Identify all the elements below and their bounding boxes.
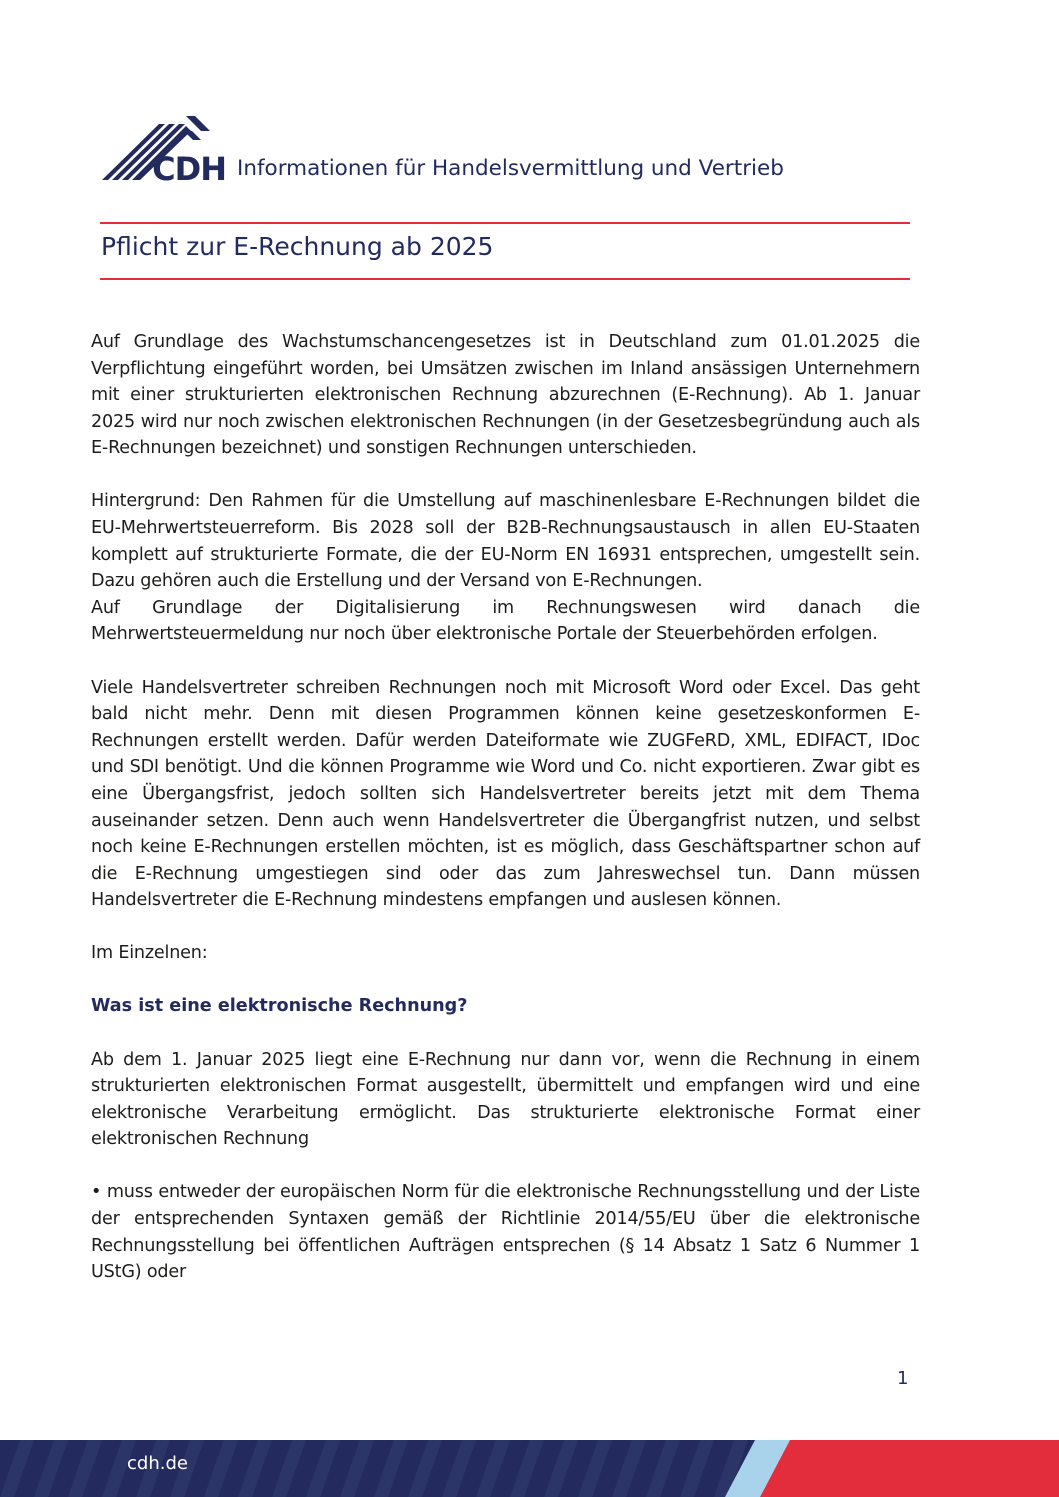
paragraph-sales-reps: Viele Handelsvertreter schreiben Rechnungen noch mit Microsoft Word oder Excel. Das geht bald nicht mehr. Denn mit diesen Programmen können keine gesetzeskonformen E-Rechnungen erstellt werden. Dafür werden Dateiformate wie ZUGFeRD, XML, EDIFACT, IDoc und SDI benötigt. Und die können Programme wie Word und Co. nicht exportieren. Zwar gibt es eine Übergangsfrist, jedoch sollten sich Handelsvertreter bereits jetzt mit dem Thema auseinander setzen. Denn auch wenn Handelsvertreter die Übergangfrist nutzen, und selbst noch keine E-Rechnungen erstellen möchten, ist es möglich, dass Geschäftspartner schon auf die E-Rechnung umgestiegen sind oder das zum Jahreswechsel tun. Dann müssen Handelsvertreter die E-Rechnung mindestens empfangen und auslesen können. [91,677,920,911]
paragraph-details-intro: Im Einzelnen: [91,943,208,964]
footer-url: cdh.de [127,1453,188,1474]
paragraph-background: Hintergrund: Den Rahmen für die Umstellung auf maschinenlesbare E-Rechnungen bildet die EU-Mehrwertsteuerreform. Bis 2028 soll der B2B-Rechnungsaustausch in allen EU-Staaten komplett auf strukturierte Formate, die der EU-Norm EN 16931 entsprechen, umgestellt sein. Dazu gehören auch die Erstellung und der Versand von E-Rechnungen. [91,491,920,592]
paragraph-digitalization: Auf Grundlage der Digitalisierung im Rechnungswesen wird danach die Mehrwertsteuermeldung nur noch über elektronische Portale der Steuerbehörden erfolgen. [91,597,920,645]
title-rule-top [100,222,910,224]
header-title: Informationen für Handelsvermittlung und Vertrieb [237,156,784,181]
document-title: Pflicht zur E-Rechnung ab 2025 [101,232,494,261]
footer-bar [0,1440,1059,1497]
cdh-logo [102,114,230,182]
paragraph-definition: Ab dem 1. Januar 2025 liegt eine E-Rechnung nur dann vor, wenn die Rechnung in einem strukturierten elektronischen Format ausgestellt, übermittelt und empfangen wird und eine elektronische Verarbeitung ermöglicht. Das strukturierte elektronische Format einer elektronischen Rechnung [91,1049,920,1150]
document-body [91,329,920,1312]
document-header [102,114,922,184]
logo-wordmark: CDH [152,150,226,182]
paragraph-intro: Auf Grundlage des Wachstumschancengesetzes ist in Deutschland zum 01.01.2025 die Verpflichtung eingeführt worden, bei Umsätzen zwischen im Inland ansässigen Unternehmern mit einer strukturierten elektronischen Rechnung abzurechnen (E-Rechnung). Ab 1. Januar 2025 wird nur noch zwischen elektronischen Rechnungen (in der Gesetzesbegründung auch als E-Rechnungen bezeichnet) und sonstigen Rechnungen unterschieden. [91,332,920,459]
page-number: 1 [897,1368,909,1389]
section-heading: Was ist eine elektronische Rechnung? [91,996,468,1017]
title-rule-bottom [100,278,910,280]
bullet-item: • muss entweder der europäischen Norm für die elektronische Rechnungsstellung und der Liste der entsprechenden Syntaxen gemäß der Richtlinie 2014/55/EU über die elektronische Rechnungsstellung bei öffentlichen Aufträgen entsprechen (§ 14 Absatz 1 Satz 6 Nummer 1 UStG) oder [91,1182,920,1283]
